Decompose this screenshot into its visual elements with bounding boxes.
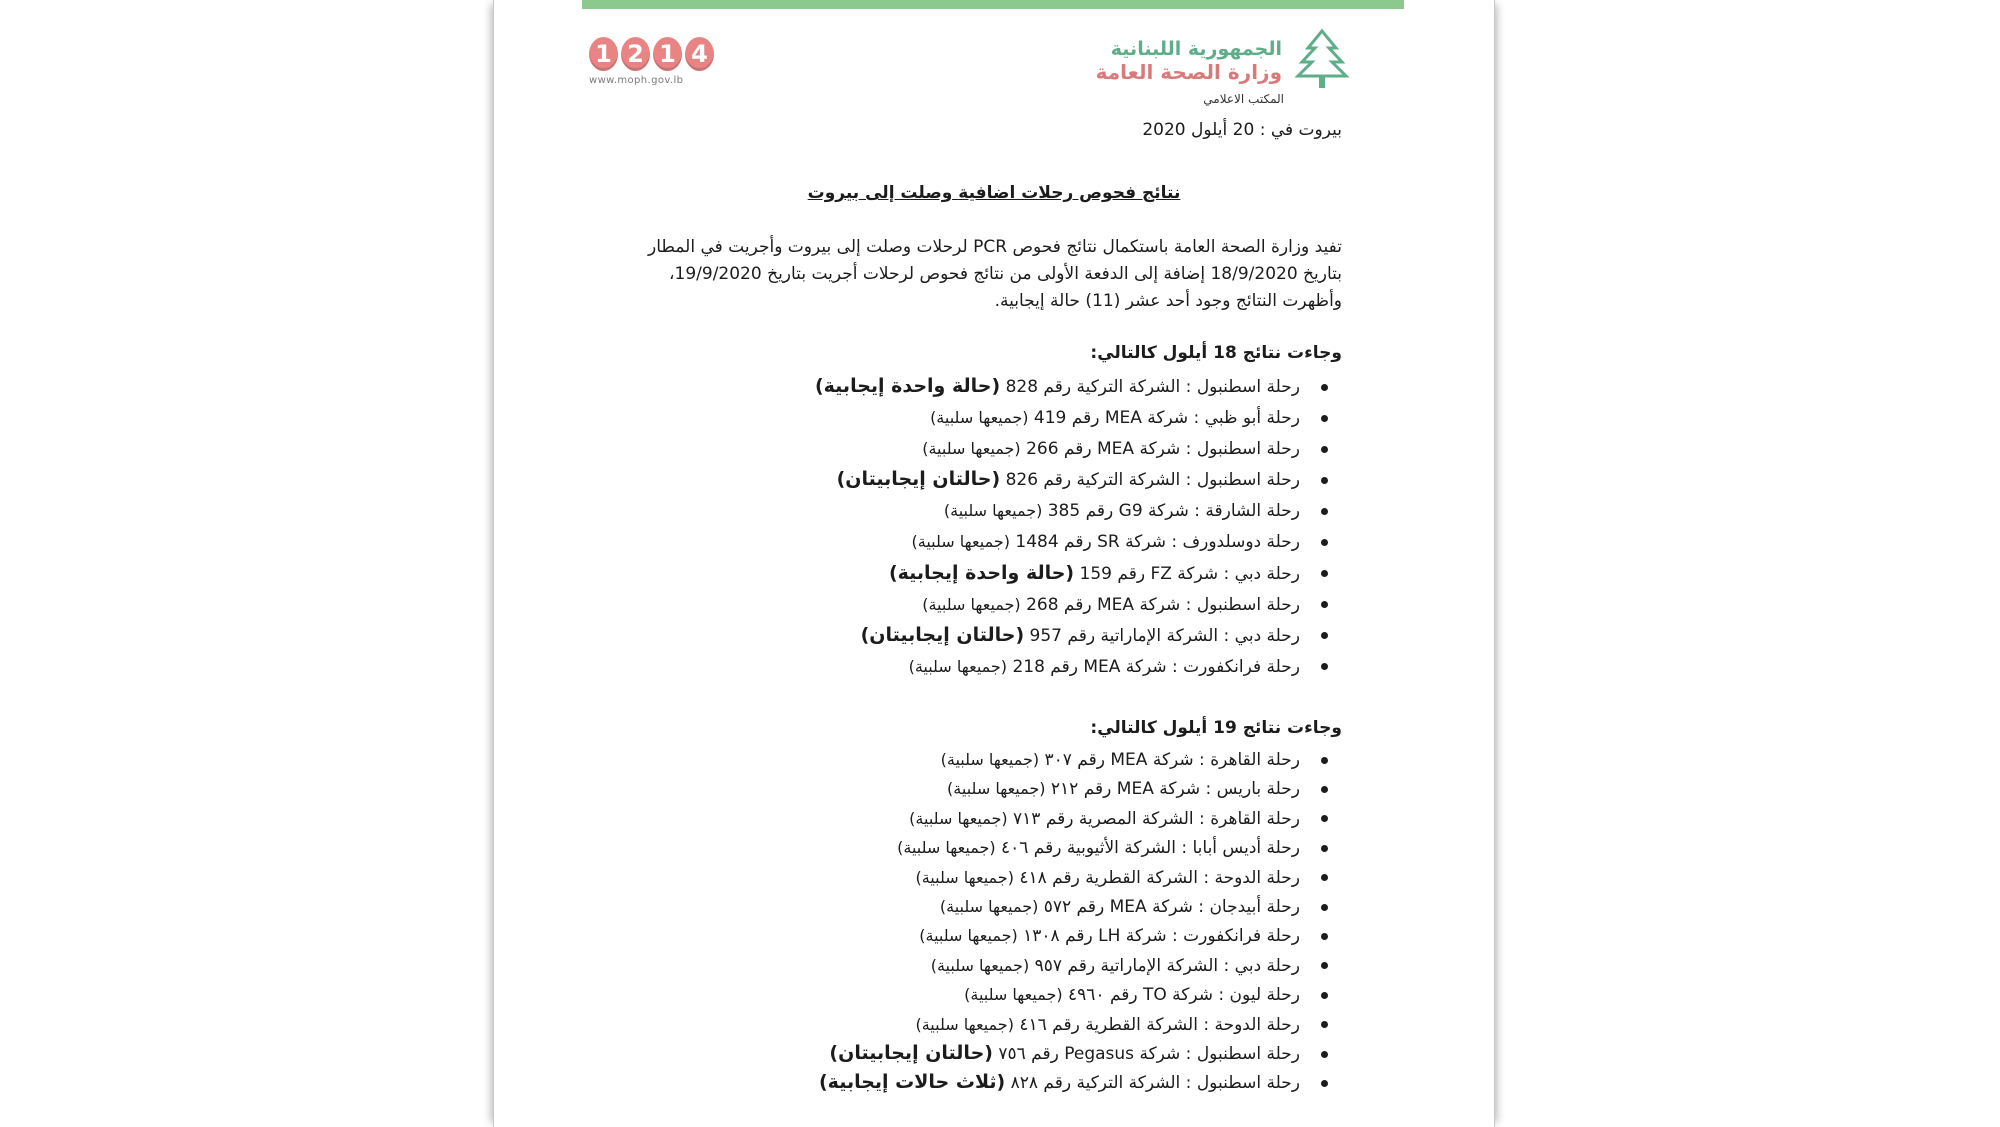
flight-text: رحلة ليون : شركة TO رقم ٤٩٦٠ bbox=[1068, 985, 1300, 1006]
result-negative: (جميعها سلبية) bbox=[911, 532, 1010, 552]
flight-text: رحلة فرانكفورت : شركة MEA رقم 218 bbox=[1012, 656, 1300, 677]
result-negative: (جميعها سلبية) bbox=[964, 985, 1063, 1005]
hotline-digit: 1 bbox=[653, 37, 682, 71]
list-item bbox=[815, 589, 1300, 620]
flight-text: رحلة دبي : الشركة الإماراتية رقم ٩٥٧ bbox=[1034, 955, 1300, 976]
result-negative: (جميعها سلبية) bbox=[939, 896, 1039, 916]
flight-text: رحلة أديس أبابا : الشركة الأثيوبية رقم ٤٠٦ bbox=[1000, 838, 1300, 859]
list-item bbox=[815, 526, 1300, 557]
ministry-name bbox=[1096, 38, 1282, 84]
result-negative: (جميعها سلبية) bbox=[922, 439, 1021, 459]
list-item bbox=[819, 892, 1300, 921]
hotline-1214-logo bbox=[589, 37, 724, 97]
flight-text: رحلة باريس : شركة MEA رقم ٢١٢ bbox=[1050, 779, 1300, 800]
list-item bbox=[815, 558, 1300, 589]
list-item bbox=[819, 980, 1300, 1009]
result-positive: (حالتان إيجابيتان) bbox=[836, 468, 1001, 491]
flight-text: رحلة دوسلدورف : شركة SR رقم 1484 bbox=[1015, 532, 1300, 553]
result-negative: (جميعها سلبية) bbox=[909, 808, 1008, 828]
hotline-url: www.moph.gov.lb bbox=[589, 75, 684, 86]
republic-name: الجمهورية اللبنانية bbox=[1110, 38, 1282, 60]
list-item bbox=[819, 833, 1300, 862]
result-negative: (جميعها سلبية) bbox=[915, 1014, 1014, 1034]
result-positive: (ثلاث حالات إيجابية) bbox=[818, 1071, 1006, 1094]
hotline-digit: 1 bbox=[589, 37, 618, 71]
ministry-header bbox=[1054, 28, 1354, 113]
date-line: بيروت في : 20 أيلول 2020 bbox=[1142, 120, 1342, 140]
result-negative: (جميعها سلبية) bbox=[915, 867, 1014, 887]
flight-text: رحلة القاهرة : شركة MEA رقم ٣٠٧ bbox=[1044, 750, 1300, 770]
results-list-18 bbox=[815, 371, 1300, 682]
result-negative: (جميعها سلبية) bbox=[947, 779, 1046, 799]
result-negative: (جميعها سلبية) bbox=[943, 501, 1043, 521]
hotline-digits bbox=[589, 37, 724, 71]
list-item bbox=[815, 433, 1300, 464]
list-item bbox=[815, 464, 1300, 495]
list-item bbox=[815, 651, 1300, 682]
cedar-icon bbox=[1290, 28, 1354, 92]
flight-text: رحلة دبي : شركة FZ رقم 159 bbox=[1079, 563, 1300, 584]
hotline-digit: 2 bbox=[621, 37, 650, 71]
flight-text: رحلة الدوحة : الشركة القطرية رقم ٤١٨ bbox=[1019, 867, 1300, 888]
results-list-19 bbox=[819, 745, 1300, 1098]
result-positive: (حالة واحدة إيجابية) bbox=[888, 561, 1075, 584]
result-positive: (حالة واحدة إيجابية) bbox=[814, 375, 1001, 397]
hotline-digit: 4 bbox=[685, 37, 714, 71]
list-item bbox=[815, 620, 1300, 651]
result-negative: (جميعها سلبية) bbox=[919, 926, 1018, 946]
intro-paragraph: تفيد وزارة الصحة العامة باستكمال نتائج فحوص PCR لرحلات وصلت إلى بيروت وأجريت في المطار بتاريخ 18/9/2020 إضافة إلى الدفعة الأولى من نتائج فحوص لرحلات أجريت بتاريخ 19/9/2020، وأظهرت النتائج وجود أحد عشر (11) حالة إيجابية. bbox=[647, 237, 1342, 311]
result-positive: (حالتان إيجابيتان) bbox=[860, 623, 1025, 646]
result-negative: (جميعها سلبية) bbox=[930, 408, 1029, 428]
document-title: نتائج فحوص رحلات اضافية وصلت إلى بيروت bbox=[807, 183, 1181, 203]
flight-text: رحلة أبيدجان : شركة MEA رقم ٥٧٢ bbox=[1043, 896, 1300, 917]
list-item bbox=[819, 774, 1300, 803]
list-item bbox=[819, 1010, 1300, 1039]
result-negative: (جميعها سلبية) bbox=[940, 750, 1040, 769]
flight-text: رحلة اسطنبول : شركة MEA رقم 268 bbox=[1026, 594, 1300, 615]
list-item bbox=[815, 371, 1300, 402]
section-heading-18: وجاءت نتائج 18 أيلول كالتالي: bbox=[1090, 343, 1342, 363]
flight-text: رحلة أبو ظبي : شركة MEA رقم 419 bbox=[1033, 408, 1300, 429]
flight-text: رحلة الشارقة : شركة G9 رقم 385 bbox=[1047, 501, 1300, 522]
result-positive: (حالتان إيجابيتان) bbox=[829, 1041, 993, 1064]
list-item bbox=[819, 745, 1300, 774]
flight-text: رحلة اسطنبول : شركة MEA رقم 266 bbox=[1026, 439, 1300, 460]
media-office-label: المكتب الاعلامي bbox=[1203, 92, 1284, 106]
list-item bbox=[819, 1039, 1300, 1068]
list-item bbox=[819, 863, 1300, 892]
flight-text: رحلة اسطنبول : الشركة التركية رقم ٨٢٨ bbox=[1010, 1073, 1300, 1094]
list-item bbox=[819, 921, 1300, 950]
list-item bbox=[819, 1068, 1300, 1097]
result-negative: (جميعها سلبية) bbox=[908, 656, 1008, 676]
list-item bbox=[819, 951, 1300, 980]
list-item bbox=[819, 804, 1300, 833]
result-negative: (جميعها سلبية) bbox=[922, 594, 1021, 614]
result-negative: (جميعها سلبية) bbox=[897, 838, 996, 858]
result-negative: (جميعها سلبية) bbox=[930, 955, 1030, 975]
green-top-bar bbox=[582, 0, 1404, 9]
flight-text: رحلة الدوحة : الشركة القطرية رقم ٤١٦ bbox=[1019, 1014, 1300, 1035]
list-item bbox=[815, 495, 1300, 526]
ministry-name-line: وزارة الصحة العامة bbox=[1095, 60, 1282, 84]
flight-text: رحلة اسطنبول : الشركة التركية رقم 828 bbox=[1005, 377, 1300, 397]
flight-text: رحلة دبي : الشركة الإماراتية رقم 957 bbox=[1029, 625, 1300, 646]
section-heading-19: وجاءت نتائج 19 أيلول كالتالي: bbox=[1090, 718, 1342, 738]
document-page bbox=[493, 0, 1495, 1127]
flight-text: رحلة اسطنبول : الشركة التركية رقم 826 bbox=[1005, 470, 1300, 491]
list-item bbox=[815, 402, 1300, 433]
flight-text: رحلة القاهرة : الشركة المصرية رقم ٧١٣ bbox=[1013, 808, 1300, 829]
flight-text: رحلة اسطنبول : شركة Pegasus رقم ٧٥٦ bbox=[998, 1043, 1300, 1064]
flight-text: رحلة فرانكفورت : شركة LH رقم ١٣٠٨ bbox=[1023, 926, 1300, 947]
